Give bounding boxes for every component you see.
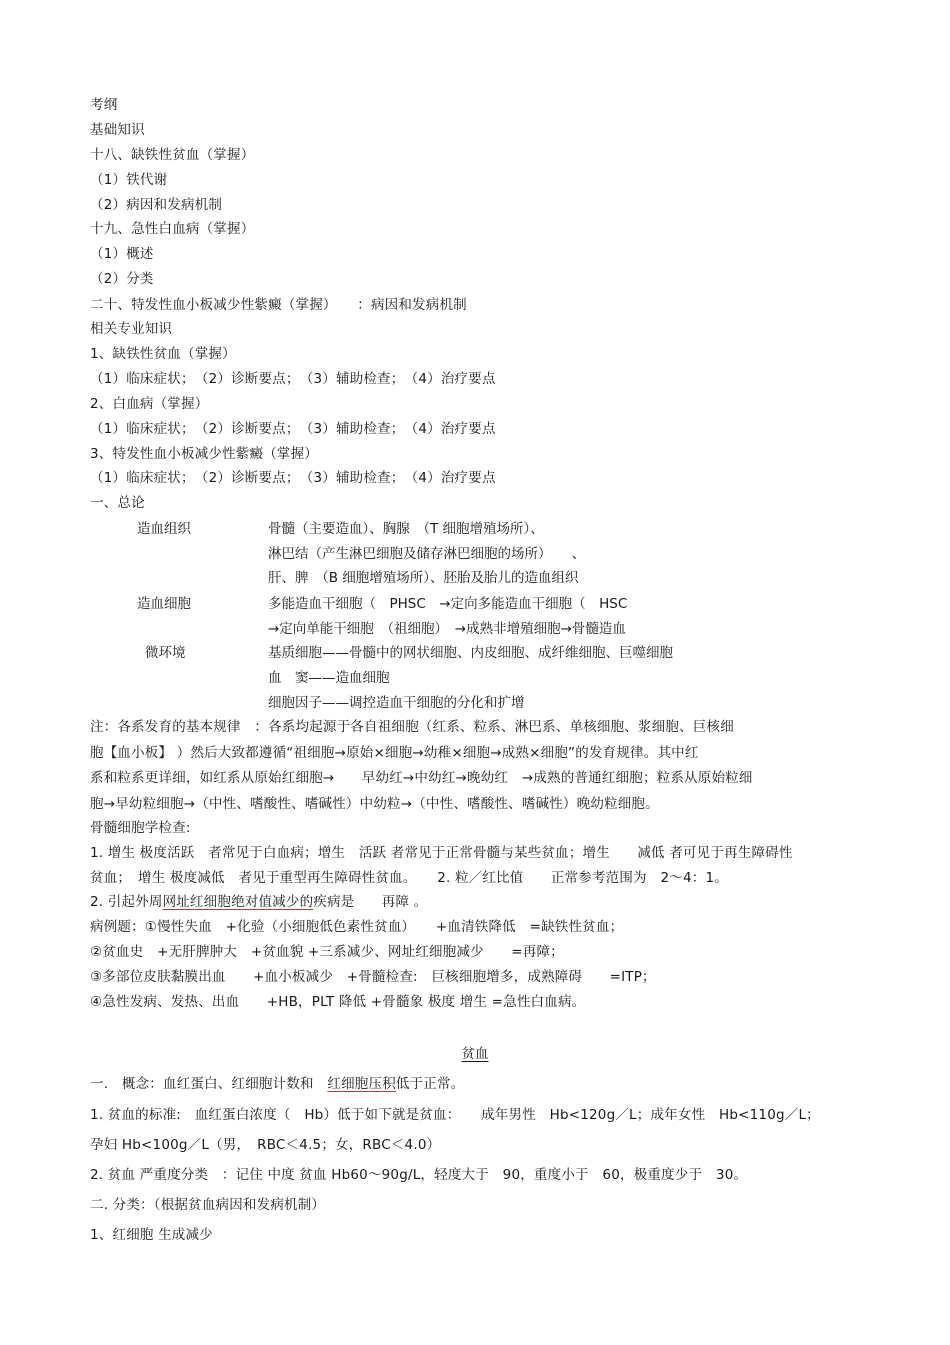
hematopoietic-cells-label: 造血细胞 xyxy=(137,596,191,612)
note-text: 疾病是 再障 。 xyxy=(313,894,428,910)
anemia-text: 低于正常。 xyxy=(395,1076,465,1092)
general-text: 肝、脾 （B 细胞增殖场所）、胚胎及胎儿的造血组织 xyxy=(268,570,579,586)
general-text: 淋巴结（产生淋巴细胞及储存淋巴细胞的场所） 、 xyxy=(268,546,586,562)
underlined-term: 网址红细胞绝对值减少的 xyxy=(162,894,314,910)
outline-item: 1、缺铁性贫血（掌握） xyxy=(90,346,236,362)
basic-knowledge-heading: 基础知识 xyxy=(90,122,145,138)
anemia-line: 1. 贫血的标准: 血红蛋白浓度（ Hb）低于如下就是贫血： 成年男性 Hb<120g／L；成年女性 Hb<110g／L； xyxy=(90,1107,820,1123)
outline-subitem: （1）临床症状； （2）诊断要点； （3）辅助检查； （4）治疗要点 xyxy=(90,421,496,437)
microenvironment-label: 微环境 xyxy=(145,645,186,661)
anemia-line: 孕妇 Hb<100g／L（男， RBC＜4.5；女，RBC＜4.0） xyxy=(90,1137,441,1153)
outline-item: 二十、特发性血小板减少性紫癜（掌握） ：病因和发病机制 xyxy=(90,297,467,313)
general-text: 细胞因子——调控造血干细胞的分化和扩增 xyxy=(268,695,525,711)
outline-item: 十九、急性白血病（掌握） xyxy=(90,221,255,237)
underlined-term: 红细胞压积 xyxy=(327,1076,396,1092)
note-text: 2. 引起外周 xyxy=(90,894,163,910)
general-text: 血 窦——造血细胞 xyxy=(268,670,390,686)
note-line: 系和粒系更详细，如红系从原始红细胞→ 早幼红→中幼红→晚幼红 →成熟的普通红细胞；粒系从原始粒细 xyxy=(90,770,753,786)
anemia-text: 一. 概念：血红蛋白、红细胞计数和 xyxy=(90,1076,328,1092)
anemia-title: 贫血 xyxy=(461,1046,489,1062)
anemia-line: 1、红细胞 生成减少 xyxy=(90,1227,213,1243)
case-line: 病例题：①慢性失血 +化验（小细胞低色素性贫血） +血清铁降低 =缺铁性贫血； xyxy=(90,919,624,935)
note-line: 1. 增生 极度活跃 者常见于白血病；增生 活跃 者常见于正常骨髓与某些贫血；增生 减低 者可见于再生障碍性 xyxy=(90,845,793,861)
note-line: 贫血； 增生 极度减低 者见于重型再生障碍性贫血。 2. 粒／红比值 正常参考范围为 2～4：1。 xyxy=(90,870,728,886)
outline-item: 十八、缺铁性贫血（掌握） xyxy=(90,147,255,163)
note-line xyxy=(90,893,427,911)
outline-subitem: （2）病因和发病机制 xyxy=(90,197,223,213)
general-text: 基质细胞——骨髓中的网状细胞、内皮细胞、成纤维细胞、巨噬细胞 xyxy=(268,645,673,661)
general-text: 骨髓（主要造血）、胸腺 （T 细胞增殖场所）、 xyxy=(268,521,544,537)
outline-subitem: （2）分类 xyxy=(90,271,154,287)
outline-subitem: （1）临床症状； （2）诊断要点； （3）辅助检查； （4）治疗要点 xyxy=(90,470,496,486)
anemia-line: 2. 贫血 严重度分类 ：记住 中度 贫血 Hb60～90g/L，轻度大于 90，重度小于 60，极重度少于 30。 xyxy=(90,1167,748,1183)
outline-item: 2、白血病（掌握） xyxy=(90,396,209,412)
section-general-heading: 一、总论 xyxy=(90,495,145,511)
outline-item: 3、特发性血小板减少性紫癜（掌握） xyxy=(90,446,318,462)
outline-subitem: （1）铁代谢 xyxy=(90,172,168,188)
hematopoietic-tissue-label: 造血组织 xyxy=(137,521,191,537)
anemia-line xyxy=(90,1075,464,1093)
case-line: ③多部位皮肤黏膜出血 +血小板减少 +骨髓检查: 巨核细胞增多，成熟障碍 =ITP； xyxy=(90,969,656,985)
general-text: 多能造血干细胞（ PHSC →定向多能造血干细胞（ HSC xyxy=(268,596,628,612)
general-text: →定向单能干细胞 （祖细胞） →成熟非增殖细胞→骨髓造血 xyxy=(268,621,626,637)
related-knowledge-heading: 相关专业知识 xyxy=(90,321,173,337)
note-line: 注：各系发育的基本规律 ：各系均起源于各自祖细胞（红系、粒系、淋巴系、单核细胞、浆细胞、巨核细 xyxy=(90,719,734,735)
outline-heading: 考纲 xyxy=(90,97,118,113)
note-line: 胞→早幼粒细胞→（中性、嗜酸性、嗜碱性）中幼粒→（中性、嗜酸性、嗜碱性）晚幼粒细胞。 xyxy=(90,796,659,812)
anemia-line: 二. 分类：（根据贫血病因和发病机制） xyxy=(90,1197,326,1213)
note-line: 胞【血小板】 ）然后大致都遵循“祖细胞→原始×细胞→幼稚×细胞→成熟×细胞”的发育规律。其中红 xyxy=(90,745,699,761)
case-line: ②贫血史 +无肝脾肿大 +贫血貌 +三系减少、网址红细胞减少 =再障； xyxy=(90,944,564,960)
outline-subitem: （1）概述 xyxy=(90,246,154,262)
note-line: 骨髓细胞学检查: xyxy=(90,820,191,836)
outline-subitem: （1）临床症状； （2）诊断要点； （3）辅助检查； （4）治疗要点 xyxy=(90,371,496,387)
case-line: ④急性发病、发热、出血 +HB，PLT 降低 +骨髓象 极度 增生 =急性白血病。 xyxy=(90,994,586,1010)
